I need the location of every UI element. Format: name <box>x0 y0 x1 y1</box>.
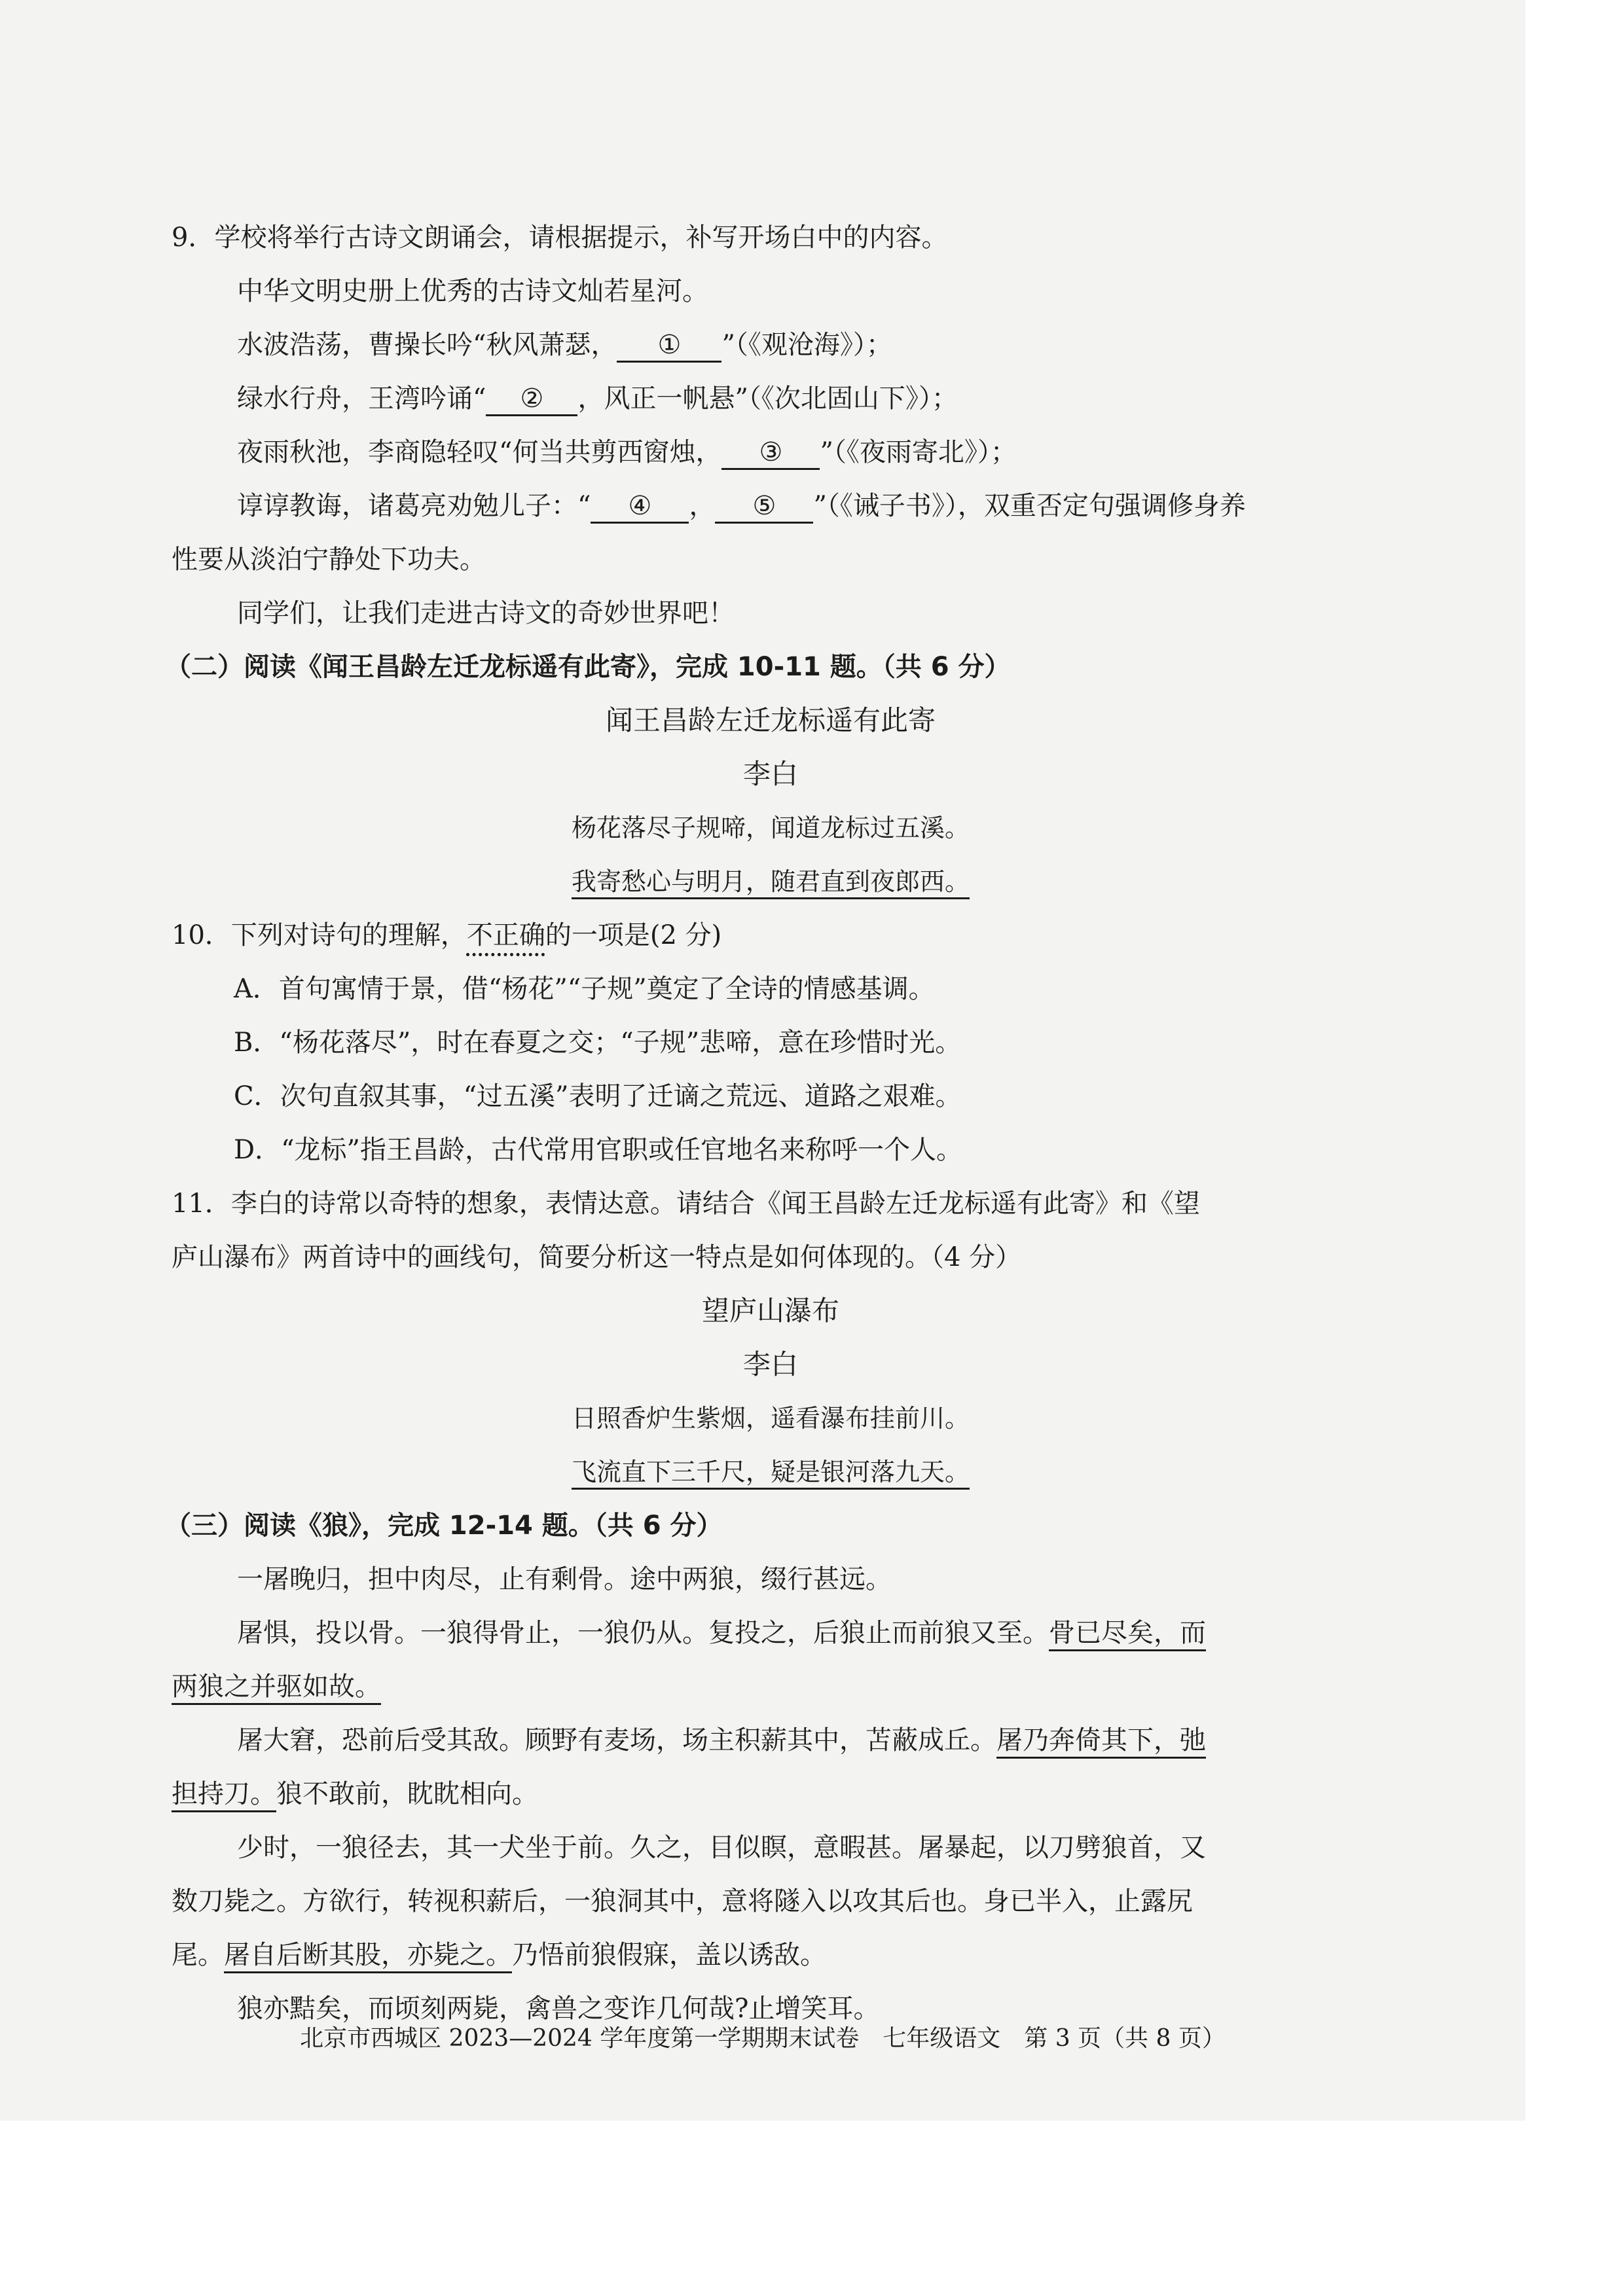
wolf-paragraph-1: 一屠晚归，担中肉尽，止有剩骨。途中两狼，缀行甚远。 <box>237 1564 892 1594</box>
q9-line1-post: ”（《观沧海》）； <box>721 330 892 360</box>
q10-stem <box>172 908 1370 962</box>
wolf-p2-text: 屠惧，投以骨。一狼得骨止，一狼仍从。复投之，后狼止而前狼又至。 <box>237 1618 1049 1648</box>
poem1-line-2 <box>172 855 1370 908</box>
wolf-p4-pre: 尾。 <box>172 1940 224 1970</box>
q9-line-5: 性要从淡泊宁静处下功夫。 <box>172 545 486 575</box>
q9-stem: 9．学校将举行古诗文朗诵会，请根据提示，补写开场白中的内容。 <box>172 223 948 253</box>
poem1-line-1: 杨花落尽子规啼，闻道龙标过五溪。 <box>571 814 970 842</box>
wolf-paragraph-4-end <box>172 1928 1370 1982</box>
q9-line4-mid: ， <box>689 491 716 521</box>
q9-blank-5[interactable]: ⑤ <box>715 490 813 524</box>
q9-blank-1[interactable]: ① <box>617 329 721 363</box>
wolf-paragraph-2-cont <box>172 1660 1370 1713</box>
wolf-paragraph-4-cont: 数刀毙之。方欲行，转视积薪后，一狼洞其中，意将隧入以攻其后也。身已半入，止露尻 <box>172 1886 1193 1916</box>
q10-option-b[interactable]: B．“杨花落尽”，时在春夏之交；“子规”悲啼，意在珍惜时光。 <box>234 1028 962 1058</box>
q9-intro: 中华文明史册上优秀的古诗文灿若星河。 <box>237 276 708 306</box>
q9-line-1 <box>172 318 1370 372</box>
q9-line-4 <box>172 479 1370 533</box>
q9-line4-pre: 谆谆教诲，诸葛亮劝勉儿子：“ <box>237 491 591 521</box>
wolf-paragraph-5: 狼亦黠矣，而顷刻两毙，禽兽之变诈几何哉?止增笑耳。 <box>237 1994 880 2024</box>
q10-stem-post: 的一项是(2 分) <box>545 920 722 950</box>
wolf-paragraph-3-cont <box>172 1767 1370 1821</box>
q9-blank-2[interactable]: ② <box>486 383 577 416</box>
wolf-p4-underlined: 屠自后断其股，亦毙之。 <box>224 1940 512 1973</box>
q9-line3-pre: 夜雨秋池，李商隐轻叹“何当共剪西窗烛， <box>237 437 722 467</box>
wolf-p2-underlined: 骨已尽矣，而 <box>1049 1618 1206 1651</box>
poem2-title: 望庐山瀑布 <box>701 1295 839 1327</box>
q11-stem-line-2: 庐山瀑布》两首诗中的画线句，简要分析这一特点是如何体现的。（4 分） <box>172 1242 1022 1272</box>
wolf-p2-underlined-cont: 两狼之并驱如故。 <box>172 1672 381 1705</box>
q9-line-2 <box>172 372 1370 425</box>
q10-option-a[interactable]: A．首句寓情于景，借“杨花”“子规”奠定了全诗的情感基调。 <box>234 974 935 1004</box>
q9-line-3 <box>172 425 1370 479</box>
section3-heading: （三）阅读《狼》，完成 12-14 题。（共 6 分） <box>165 1511 723 1541</box>
wolf-paragraph-4: 少时，一狼径去，其一犬坐于前。久之，目似瞑，意暇甚。屠暴起，以刀劈狼首，又 <box>237 1833 1206 1863</box>
q10-stem-emphasis: 不正确 <box>466 920 545 950</box>
poem2-line-1: 日照香炉生紫烟，遥看瀑布挂前川。 <box>571 1404 970 1433</box>
page-footer: 北京市西城区 2023—2024 学年度第一学期期末试卷 七年级语文 第 3 页（共 8 页） <box>300 2025 1226 2052</box>
q10-option-c[interactable]: C．次句直叙其事，“过五溪”表明了迁谪之荒远、道路之艰难。 <box>234 1081 962 1111</box>
poem1-author: 李白 <box>742 758 798 790</box>
q9-line2-pre: 绿水行舟，王湾吟诵“ <box>237 384 486 414</box>
q9-line4-post: ”（《诫子书》），双重否定句强调修身养 <box>813 491 1246 521</box>
wolf-p3-text: 屠大窘，恐前后受其敌。顾野有麦场，场主积薪其中，苫蔽成丘。 <box>237 1725 996 1755</box>
q9-line1-pre: 水波浩荡，曹操长吟“秋风萧瑟， <box>237 330 617 360</box>
wolf-paragraph-3 <box>172 1713 1370 1767</box>
wolf-p3-underlined-cont: 担持刀。 <box>172 1779 276 1812</box>
q9-blank-4[interactable]: ④ <box>591 490 689 524</box>
q11-stem-line-1: 11．李白的诗常以奇特的想象，表情达意。请结合《闻王昌龄左迁龙标遥有此寄》和《望 <box>172 1189 1200 1219</box>
poem1-underlined-line: 我寄愁心与明月，随君直到夜郎西。 <box>572 867 970 899</box>
poem2-underlined-line: 飞流直下三千尺，疑是银河落九天。 <box>572 1458 970 1490</box>
poem2-author: 李白 <box>742 1348 798 1380</box>
wolf-p3-underlined: 屠乃奔倚其下，弛 <box>996 1725 1206 1759</box>
wolf-p4-post: 乃悟前狼假寐，盖以诱敌。 <box>512 1940 826 1970</box>
section2-heading: （二）阅读《闻王昌龄左迁龙标遥有此寄》，完成 10-11 题。（共 6 分） <box>165 652 1011 682</box>
wolf-p3-text-cont: 狼不敢前，眈眈相向。 <box>276 1779 538 1809</box>
q9-line3-post: ”（《夜雨寄北》）； <box>820 437 1017 467</box>
poem1-title: 闻王昌龄左迁龙标遥有此寄 <box>605 704 936 736</box>
page-content <box>165 211 1370 2036</box>
q10-option-d[interactable]: D．“龙标”指王昌龄，古代常用官职或任官地名来称呼一个人。 <box>234 1135 962 1165</box>
q9-closing: 同学们，让我们走进古诗文的奇妙世界吧！ <box>237 598 735 628</box>
q9-line2-post: ，风正一帆悬”（《次北固山下》）； <box>577 384 958 414</box>
q9-blank-3[interactable]: ③ <box>721 437 820 470</box>
poem2-line-2 <box>172 1445 1370 1499</box>
q10-stem-pre: 10．下列对诗句的理解， <box>172 920 467 950</box>
wolf-paragraph-2 <box>172 1606 1370 1660</box>
